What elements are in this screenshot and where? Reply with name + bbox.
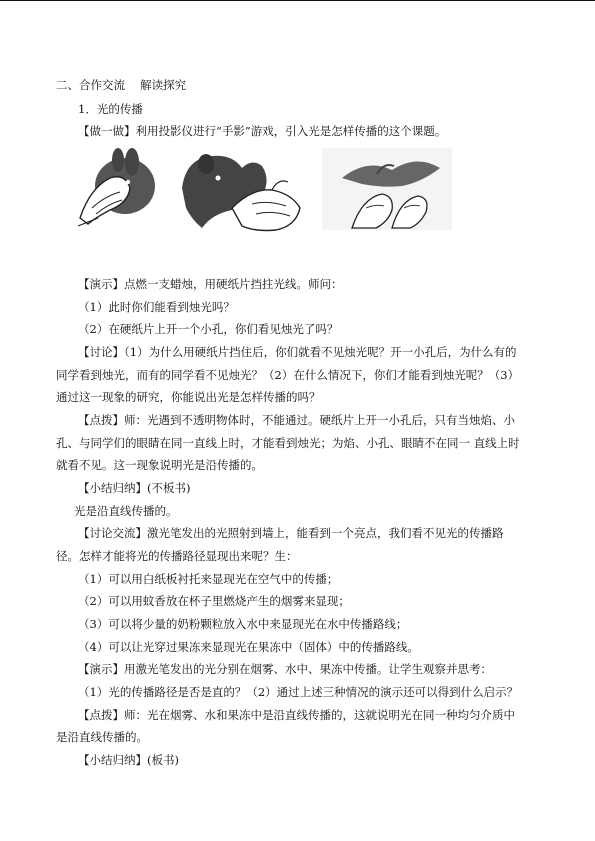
section-heading: 二、合作交流 解读探究 (56, 78, 187, 92)
method-3: （3）可以将少量的奶粉颗粒放入水中来显现光在水中传播路线； (78, 617, 408, 631)
method-2: （2）可以用蚊香放在杯子里燃烧产生的烟雾来显现； (78, 594, 350, 608)
method-1: （1）可以用白纸板衬托来显现光在空气中的传播； (78, 572, 339, 586)
hand-shadow-bird-image (322, 148, 452, 230)
hand-shadow-rabbit-image (70, 148, 160, 230)
discussion-line-1: 【讨论】（1）为什么用硬纸片挡住后，你们就看不见烛光呢？开一小孔后，为什么有的 (78, 345, 517, 359)
method-4: （4）可以让光穿过果冻来显现光在果冻中（固体）中的传播路线。 (78, 640, 419, 654)
tip-line-3: 就看不见。这一现象说明光是沿传播的。 (56, 458, 263, 472)
discussion-line-2: 同学看到烛光，而有的同学看不见烛光？（2）在什么情况下，你们才能看到烛光呢？（3） (56, 368, 520, 382)
tip-line-1: 【点拨】师：光遇到不透明物体时，不能通过。硬纸片上开一小孔后，只有当烛焰、小 (78, 413, 515, 427)
summary-label: 【小结归纳】(不板书) (78, 481, 191, 495)
top-rule (0, 0, 595, 1)
summary-text: 光是沿直线传播的。 (74, 504, 178, 518)
discussion-line-3: 通过这一现象的研究，你能说出光是怎样传播的吗？ (56, 390, 321, 404)
tip-2-line-2: 是沿直线传播的。 (56, 730, 148, 744)
summary-board-label: 【小结归纳】(板书) (78, 753, 179, 767)
tip-2-line-1: 【点拨】师：光在烟雾、水和果冻中是沿直线传播的，这就说明光在同一种均匀介质中 (78, 708, 515, 722)
demo-paragraph: 【演示】点燃一支蜡烛，用硬纸片挡拄光线。师问： (78, 277, 343, 291)
subheading: 1．光的传播 (78, 102, 143, 116)
intro-paragraph: 【做一做】利用投影仪进行“手影”游戏，引入光是怎样传播的这个课题。 (78, 124, 447, 138)
demo-2-paragraph: 【演示】用激光笔发出的光分别在烟雾、水中、果冻中传播。让学生观察并思考： (78, 662, 492, 676)
question-1: （1）此时你们能看到烛光吗？ (78, 300, 235, 314)
exchange-line-2: 径。怎样才能将光的传播路径显现出来呢？生： (56, 549, 298, 563)
hand-shadow-dog-image (172, 148, 308, 240)
question-2: （2）在硬纸片上开一个小孔，你们看见烛光了吗？ (78, 322, 339, 336)
demo-2-questions: （1）光的传播路径是否是直的？（2）通过上述三种情况的演示还可以得到什么启示？ (78, 685, 519, 699)
exchange-line-1: 【讨论交流】激光笔发出的光照射到墙上，能看到一个亮点，我们看不见光的传播路 (78, 526, 504, 540)
tip-line-2: 孔、与同学们的眼睛在同一直线上时，才能看到烛光；为焰、小孔、眼睛不在同一 直线上时 (56, 436, 520, 450)
hand-shadow-figures (60, 148, 480, 248)
